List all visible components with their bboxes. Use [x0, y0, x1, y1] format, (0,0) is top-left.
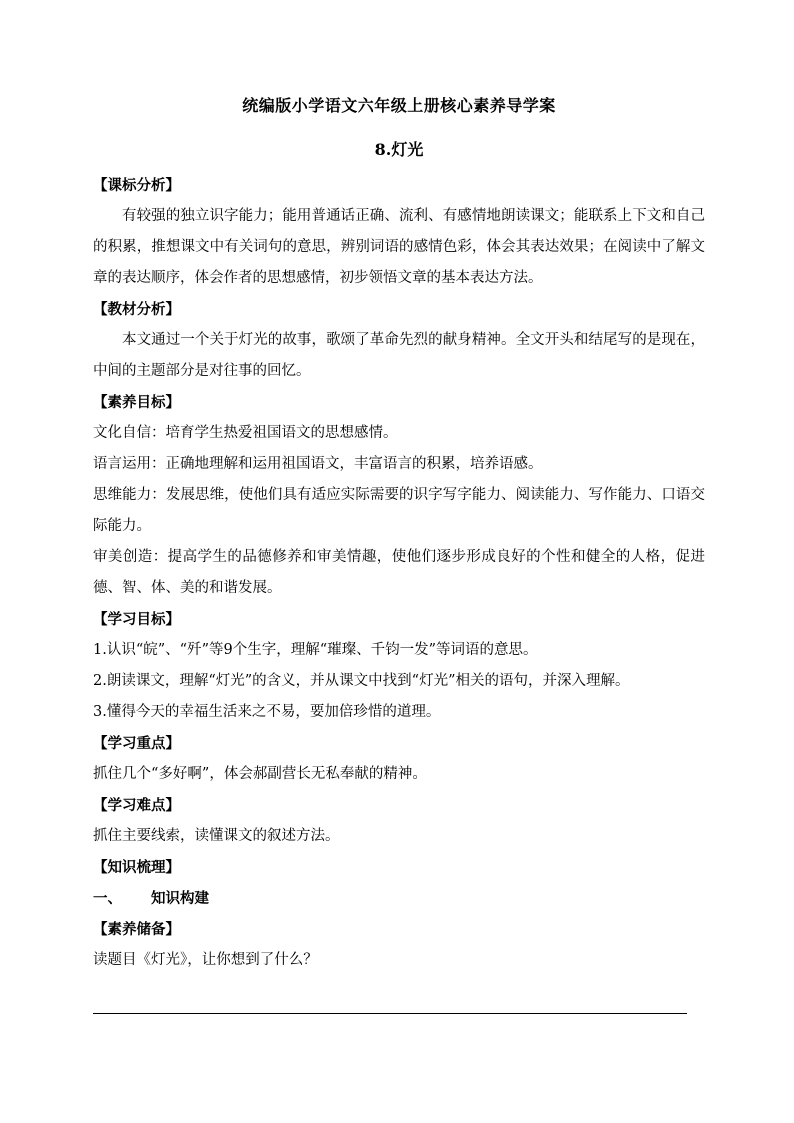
section-paragraph: 本文通过一个关于灯光的故事，歌颂了革命先烈的献身精神。全文开头和结尾写的是现在，中间的主题部分是对往事的回忆。 — [93, 332, 705, 379]
question-text: 读题目《灯光》，让你想到了什么？ — [93, 952, 318, 968]
list-item: 审美创造：提高学生的品德修养和审美情趣，使他们逐步形成良好的个性和健全的人格，促进德、智、体、美的和谐发展。 — [93, 549, 705, 596]
list-item: 语言运用：正确地理解和运用祖国语文，丰富语言的积累，培养语感。 — [93, 456, 543, 472]
list-item: 1.认识“皖”、“歼”等9个生字，理解“璀璨、千钧一发”等词语的意思。 — [93, 642, 538, 658]
lesson-title: 8.灯光 — [374, 140, 424, 159]
document-title: 统编版小学语文六年级上册核心素养导学案 — [242, 96, 556, 115]
list-item: 2.朗读课文，理解“灯光”的含义，并从课文中找到“灯光”相关的语句，并深入理解。 — [93, 673, 630, 689]
section-heading: 【素养目标】 — [93, 394, 180, 411]
subsection-number: 一、 — [93, 890, 122, 907]
section-zhongdian — [93, 728, 705, 790]
document-page — [93, 96, 705, 976]
section-suyang — [93, 387, 705, 604]
section-jiaocai — [93, 294, 705, 387]
section-paragraph: 抓住主要线索，读懂课文的叙述方法。 — [93, 828, 340, 844]
section-heading: 【课标分析】 — [93, 177, 180, 194]
subsection-title: 知识构建 — [151, 890, 209, 907]
section-zhishi — [93, 852, 705, 914]
list-item: 文化自信：培育学生热爱祖国语文的思想感情。 — [93, 425, 398, 441]
list-item: 3.懂得今天的幸福生活来之不易，要加倍珍惜的道理。 — [93, 704, 441, 720]
section-heading: 【学习重点】 — [93, 735, 180, 752]
section-heading: 【素养储备】 — [93, 921, 180, 938]
list-item: 思维能力：发展思维，使他们具有适应实际需要的识字写字能力、阅读能力、写作能力、口语交际能力。 — [93, 487, 705, 534]
section-nandian — [93, 790, 705, 852]
section-heading: 【教材分析】 — [93, 301, 180, 318]
answer-line[interactable] — [93, 1013, 687, 1014]
section-chubei — [93, 914, 705, 976]
section-heading: 【学习目标】 — [93, 611, 180, 628]
section-heading: 【知识梳理】 — [93, 859, 180, 876]
section-xuexi-mubiao — [93, 604, 705, 728]
section-paragraph: 有较强的独立识字能力；能用普通话正确、流利、有感情地朗读课文；能联系上下文和自己的积累，推想课文中有关词句的意思，辨别词语的感情色彩，体会其表达效果；在阅读中了解文章的表达顺序，体会作者的思想感情，初步领悟文章的基本表达方法。 — [93, 208, 705, 286]
section-heading: 【学习难点】 — [93, 797, 180, 814]
section-paragraph: 抓住几个“多好啊”，体会郝副营长无私奉献的精神。 — [93, 766, 427, 782]
subsection-heading — [93, 883, 705, 914]
section-kebiao — [93, 170, 705, 294]
